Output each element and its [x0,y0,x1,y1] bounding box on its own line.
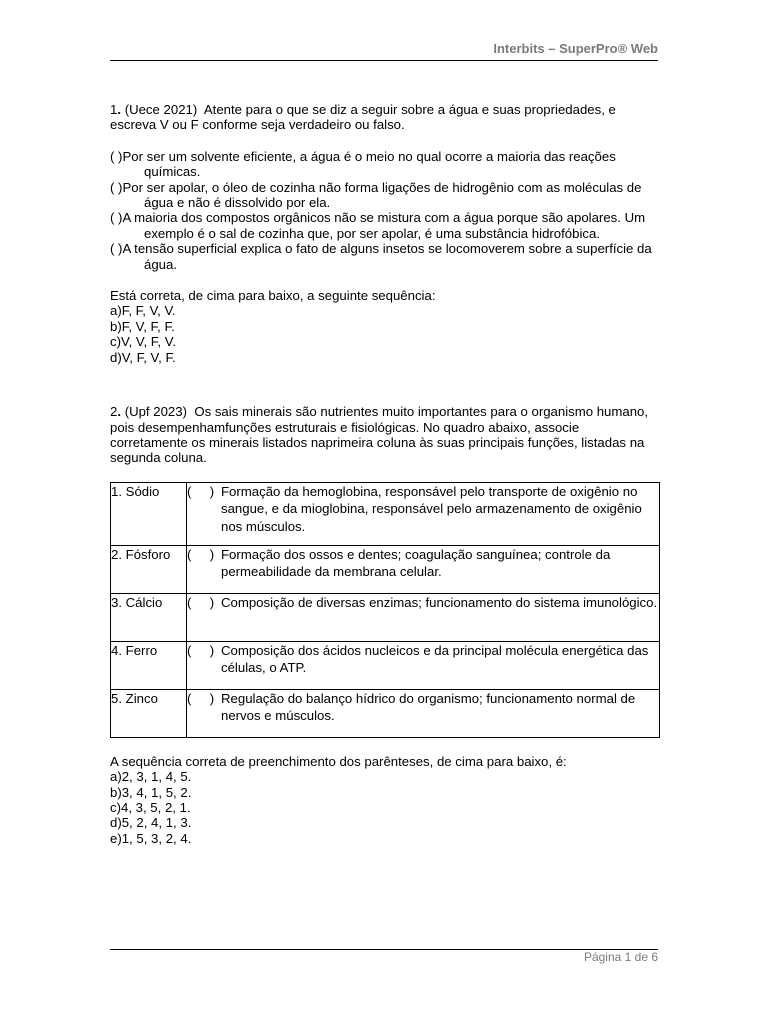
function-text: Regulação do balanço hídrico do organismo; funcionamento normal de nervos e músculos. [221,690,636,724]
function-text: Formação dos ossos e dentes; coagulação sanguínea; controle da permeabilidade da membrana celular. [221,546,611,580]
page-header-title: Interbits – SuperPro® Web [493,41,658,56]
mineral-name: 2. Fósforo [111,545,187,593]
option-d: d)V, F, V, F. [110,349,176,365]
question-1 [110,102,660,365]
option-e: e)1, 5, 3, 2, 4. [110,830,192,846]
question-1-text: Atente para o que se diz a seguir sobre a água e suas propriedades, e escreva V ou F conforme seja verdadeiro ou falso. [110,102,616,133]
mineral-name: 3. Cálcio [111,593,187,641]
page-content [110,102,660,846]
function-text: Composição de diversas enzimas; funcionamento do sistema imunológico. [221,594,658,610]
mineral-function [187,689,660,737]
question-2-source: (Upf 2023) [124,404,187,420]
table-row [111,689,660,737]
question-2-prompt: 2. (Upf 2023) Os sais minerais são nutrientes muito importantes para o organismo humano, pois desempenhamfunções estruturais e fisiológicas. No quadro abaixo, associe corretamente os minerais listados naprimeira coluna às suas principais funções, listadas na segunda coluna. [110,404,649,466]
statement-item: ( )Por ser apolar, o óleo de cozinha não forma ligações de hidrogênio com as moléculas de água e não é dissolvido por ela. [110,179,642,211]
function-text: Formação da hemoglobina, responsável pelo transporte de oxigênio no sangue, e da mioglobina, responsável pelo armazenamento de oxigênio nos músculos. [221,483,642,534]
question-2-text: Os sais minerais são nutrientes muito importantes para o organismo humano, pois desempenhamfunções estruturais e fisiológicas. No quadro abaixo, associe corretamente os minerais listados naprimeira coluna às suas principais funções, listadas na segunda coluna. [110,404,649,466]
question-1-instruction: Está correta, de cima para baixo, a seguinte sequência: [110,288,436,304]
answer-parenthesis: ( ) [187,483,215,499]
question-1-prompt: 1. (Uece 2021) Atente para o que se diz a seguir sobre a água e suas propriedades, e escreva V ou F conforme seja verdadeiro ou falso. [110,102,616,133]
option-b: b)3, 4, 1, 5, 2. [110,784,192,800]
option-a: a)2, 3, 1, 4, 5. [110,769,192,785]
answer-parenthesis: ( ) [187,594,215,610]
page-number: Página 1 de 6 [583,950,658,964]
statement-item: ( )A maioria dos compostos orgânicos não se mistura com a água porque são apolares. Um exemplo é o sal de cozinha que, por ser apolar, é uma substância hidrofóbica. [110,210,646,241]
table-row [111,482,660,545]
mineral-function [187,545,660,593]
answer-parenthesis: ( ) [187,690,215,706]
question-2-instruction: A sequência correta de preenchimento dos parênteses, de cima para baixo, é: [110,753,567,769]
table-row [111,641,660,689]
question-1-options [110,288,660,365]
table-row [111,593,660,641]
mineral-name: 4. Ferro [111,641,187,689]
header-divider [110,60,658,61]
statement-item: ( )A tensão superficial explica o fato de alguns insetos se locomoverem sobre a superfície da água. [110,241,652,272]
mineral-name: 1. Sódio [111,482,187,545]
option-d: d)5, 2, 4, 1, 3. [110,815,192,831]
function-text: Composição dos ácidos nucleicos e da principal molécula energética das células, o ATP. [221,642,649,676]
mineral-name: 5. Zinco [111,689,187,737]
mineral-function [187,482,660,545]
option-b: b)F, V, F, F. [110,318,175,334]
question-1-source: (Uece 2021) [124,102,198,117]
statement-item: ( )Por ser um solvente eficiente, a água é o meio no qual ocorre a maioria das reações químicas. [110,148,616,180]
minerals-table [110,482,660,738]
option-c: c)4, 3, 5, 2, 1. [110,799,191,815]
question-2-options [110,754,660,846]
mineral-function [187,593,660,641]
question-1-statements [110,149,660,272]
question-1-number: 1 [110,102,118,117]
question-2-number: 2 [110,404,118,420]
answer-parenthesis: ( ) [187,546,215,562]
table-row [111,545,660,593]
question-2 [110,404,660,846]
answer-parenthesis: ( ) [187,642,215,658]
option-a: a)F, F, V, V. [110,303,176,319]
mineral-function [187,641,660,689]
option-c: c)V, V, F, V. [110,334,176,350]
